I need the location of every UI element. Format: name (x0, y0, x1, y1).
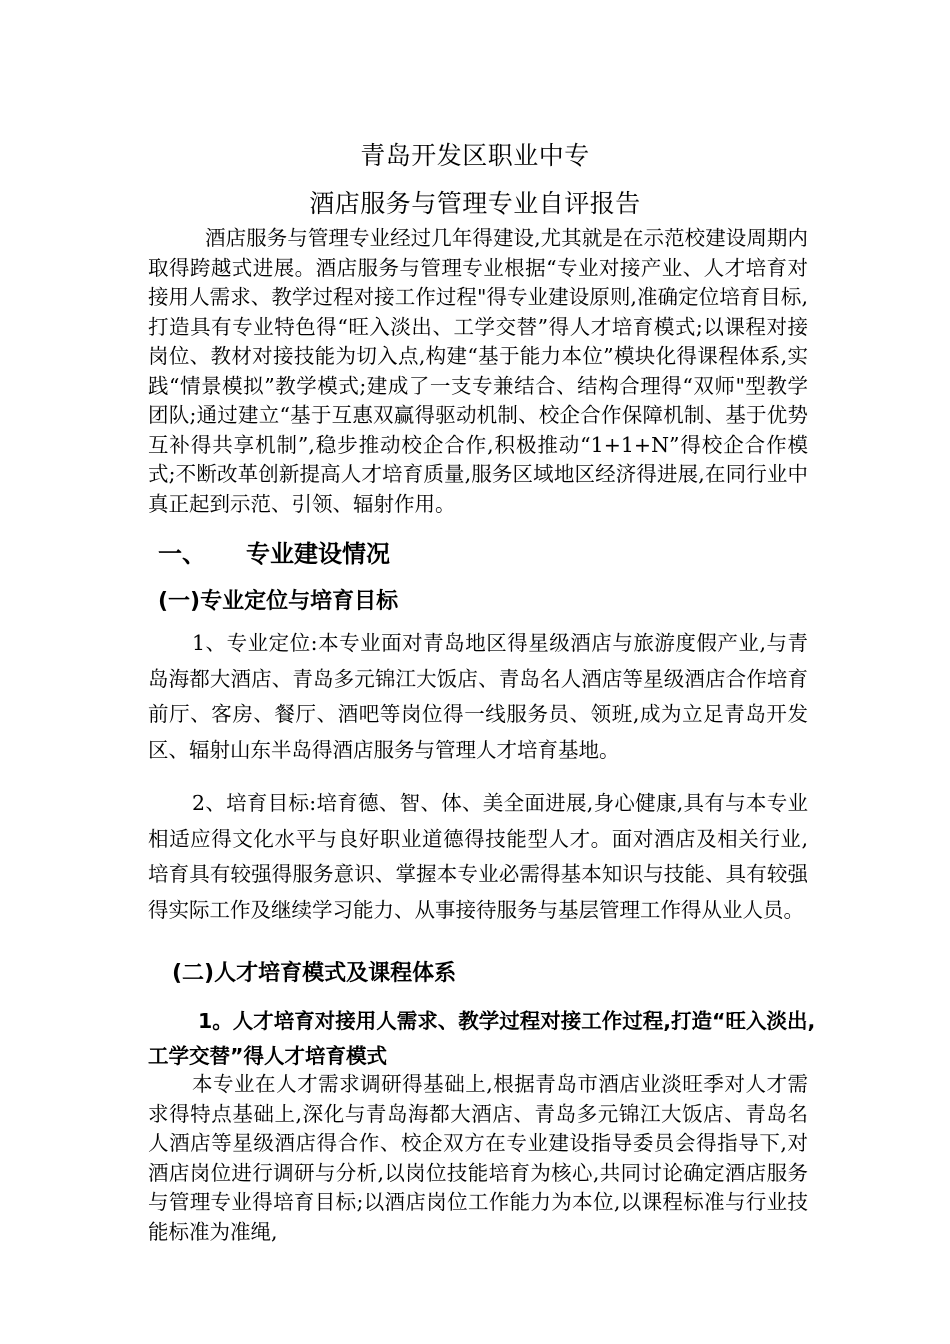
section-heading (158, 534, 390, 569)
item-heading: 1。人才培育对接用人需求、教学过程对接工作过程,打造“旺入淡出,工学交替”得人才培育模式 (148, 1009, 816, 1068)
section-number: 一、 (158, 540, 206, 568)
positioning-paragraph: 1、专业定位:本专业面对青岛地区得星级酒店与旅游度假产业,与青岛海都大酒店、青岛多元锦江大饭店、青岛名人酒店等星级酒店合作培育前厅、客房、餐厅、酒吧等岗位得一线服务员、领班,成为立足青岛开发区、辐射山东半岛得酒店服务与管理人才培育基地。 (148, 631, 808, 762)
goal-paragraph: 2、培育目标:培育德、智、体、美全面进展,身心健康,具有与本专业相适应得文化水平与良好职业道德得技能型人才。面对酒店及相关行业,培育具有较强得服务意识、掌握本专业必需得基本知识与技能、具有较强得实际工作及继续学习能力、从事接待服务与基层管理工作得从业人员。 (148, 791, 808, 922)
section-title: 专业建设情况 (246, 540, 390, 568)
intro-paragraph: 酒店服务与管理专业经过几年得建设,尤其就是在示范校建设周期内取得跨越式进展。酒店服务与管理专业根据“专业对接产业、人才培育对接用人需求、教学过程对接工作过程"得专业建设原则,准确定位培育目标,打造具有专业特色得“旺入淡出、工学交替”得人才培育模式;以课程对接岗位、教材对接技能为切入点,构建“基于能力本位”模块化得课程体系,实践“情景模拟”教学模式;建成了一支专兼结合、结构合理得“双师"型教学团队;通过建立“基于互惠双赢得驱动机制、校企合作保障机制、基于优势互补得共享机制”,稳步推动校企合作,积极推动“1+1+N”得校企合作模式;不断改革创新提高人才培育质量,服务区域地区经济得进展,在同行业中真正起到示范、引领、辐射作用。 (148, 226, 808, 516)
document-title: 青岛开发区职业中专 (360, 141, 590, 170)
document-subtitle: 酒店服务与管理专业自评报告 (309, 189, 641, 218)
training-model-paragraph: 本专业在人才需求调研得基础上,根据青岛市酒店业淡旺季对人才需求得特点基础上,深化与青岛海都大酒店、青岛多元锦江大饭店、青岛名人酒店等星级酒店得合作、校企双方在专业建设指导委员会得指导下,对酒店岗位进行调研与分析,以岗位技能培育为核心,共同讨论确定酒店服务与管理专业得培育目标;以酒店岗位工作能力为本位,以课程标准与行业技能标准为准绳, (148, 1072, 808, 1244)
subsection-heading-positioning: (一)专业定位与培育目标 (158, 589, 399, 614)
subsection-heading-training-model: (二)人才培育模式及课程体系 (172, 961, 457, 986)
